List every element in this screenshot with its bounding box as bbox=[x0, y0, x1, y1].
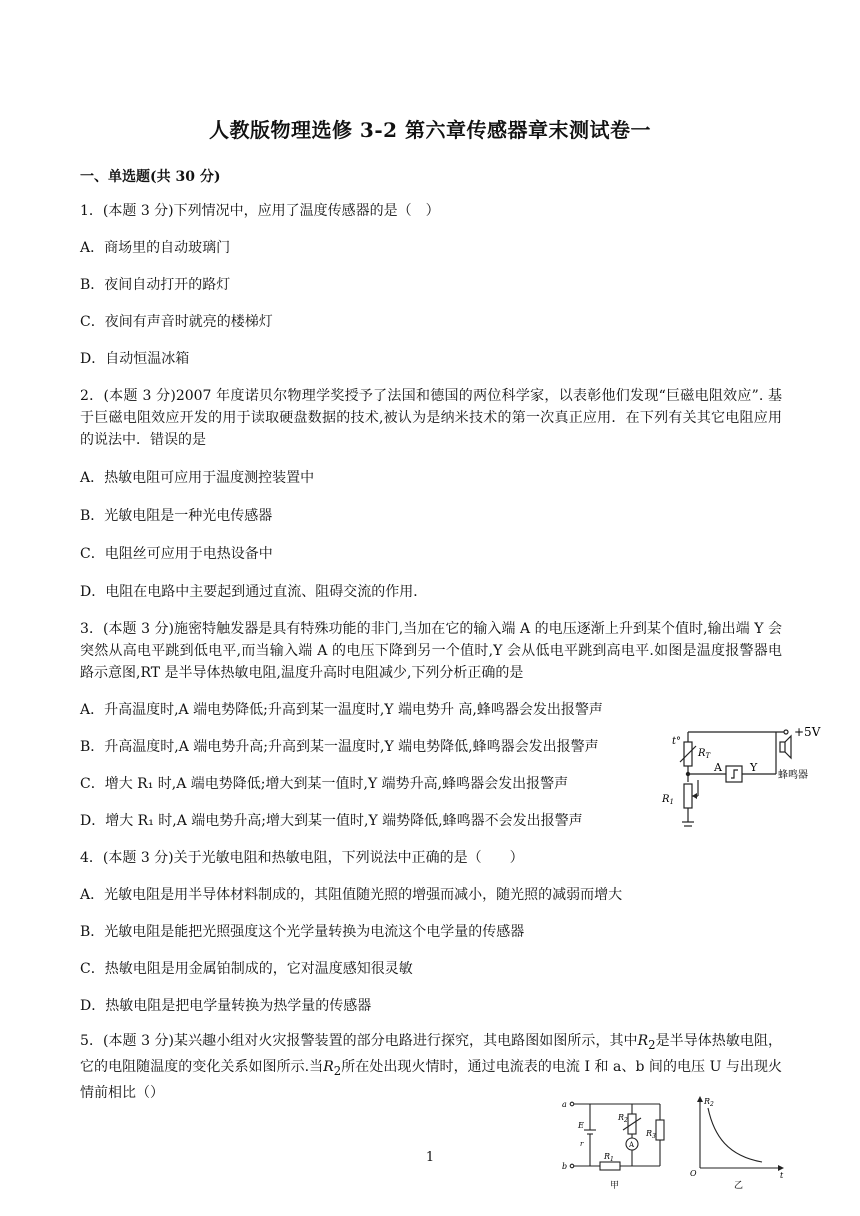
terminal-a-label: a bbox=[562, 1100, 567, 1109]
question-4-option-d: D．热敏电阻是把电学量转换为热学量的传感器 bbox=[80, 998, 372, 1014]
rt-label: $R_T$ bbox=[698, 748, 711, 760]
internal-resistance-label: r bbox=[580, 1140, 584, 1148]
temperature-alarm-circuit-figure bbox=[660, 722, 830, 834]
question-3-option-a: A．升高温度时,A 端电势降低;升高到某一温度时,Y 端电势升 高,蜂鸣器会发出报警声 bbox=[80, 702, 603, 718]
question-1-stem: 1．(本题 3 分)下列情况中，应用了温度传感器的是（ ） bbox=[80, 203, 440, 219]
ammeter-label: A bbox=[629, 1141, 635, 1149]
question-1-option-d: D．自动恒温冰箱 bbox=[80, 351, 190, 367]
terminal-b-label: b bbox=[562, 1162, 568, 1171]
buzzer-label: 蜂鸣器 bbox=[778, 770, 808, 781]
question-1-option-c: C．夜间有声音时就亮的楼梯灯 bbox=[80, 314, 273, 330]
supply-voltage-label: +5V bbox=[794, 725, 821, 739]
question-3-option-b: B．升高温度时,A 端电势升高;升高到某一温度时,Y 端电势降低,蜂鸣器会发出报警声 bbox=[80, 739, 599, 755]
question-5-stem: 5．(本题 3 分)某兴趣小组对火灾报警装置的部分电路进行探究，其电路图如图所示，其中$R_2$是半导体热敏电阻，它的电阻随温度的变化关系如图所示.当$R_2$所在处出现火情时，通过电流表的电流 I 和 a、b 间的电压 U 与出现火情前相比（） bbox=[80, 1033, 783, 1101]
emf-label: E bbox=[578, 1121, 584, 1130]
question-1-option-a: A．商场里的自动玻璃门 bbox=[80, 240, 231, 256]
page-number: 1 bbox=[425, 1150, 435, 1165]
question-3-stem: 3．(本题 3 分)施密特触发器是具有特殊功能的非门,当加在它的输入端 A 的电压逐渐上升到某个值时,输出端 Y 会突然从高电平跳到低电平,而当输入端 A 的电压下降到另一个值时,Y 会从低电平跳到高电平.如图是温度报警器电路示意图,RT 是半导体热敏电阻,温度升高时电阻减少,下列分析正确的是 bbox=[80, 621, 782, 681]
node-y-label: Y bbox=[750, 761, 758, 774]
question-4-option-b: B．光敏电阻是能把光照强度这个光学量转换为电流这个电学量的传感器 bbox=[80, 924, 525, 940]
question-1-option-b: B．夜间自动打开的路灯 bbox=[80, 277, 231, 293]
question-2-stem: 2．(本题 3 分)2007 年度诺贝尔物理学奖授予了法国和德国的两位科学家，以表彰他们发现“巨磁电阻效应”. 基于巨磁电阻效应开发的用于读取硬盘数据的技术,被认为是纳米技术的第一次真正应用．在下列有关其它电阻应用的说法中．错误的是 bbox=[80, 388, 782, 448]
temperature-mark-label: t° bbox=[672, 736, 682, 747]
question-4-stem: 4．(本题 3 分)关于光敏电阻和热敏电阻，下列说法中正确的是（ ） bbox=[80, 850, 524, 866]
question-2-option-a: A．热敏电阻可应用于温度测控装置中 bbox=[80, 470, 315, 486]
graph-origin-label: O bbox=[690, 1169, 697, 1178]
r2-symbol: R bbox=[637, 1033, 649, 1049]
question-2-option-b: B．光敏电阻是一种光电传感器 bbox=[80, 508, 273, 524]
question-4-option-a: A．光敏电阻是用半导体材料制成的，其阻值随光照的增强而减小，随光照的减弱而增大 bbox=[80, 887, 623, 903]
r3-label: $R_3$ bbox=[646, 1129, 656, 1140]
r2-symbol-2: R bbox=[323, 1058, 334, 1075]
r2-label: $R_2$ bbox=[618, 1113, 628, 1124]
r1-label: $R_1$ bbox=[662, 794, 674, 806]
question-2-option-d: D．电阻在电路中主要起到通过直流、阻碍交流的作用． bbox=[80, 584, 428, 600]
r1-label: $R_1$ bbox=[604, 1152, 614, 1163]
graph-t-label: t bbox=[780, 1171, 784, 1180]
question-3-option-c: C．增大 R₁ 时,A 端电势降低;增大到某一值时,Y 端势升高,蜂鸣器会发出报警声 bbox=[80, 776, 569, 792]
node-a-label: A bbox=[714, 761, 722, 774]
figure-yi-caption: 乙 bbox=[734, 1181, 744, 1191]
graph-y-label: $R_2$ bbox=[704, 1097, 714, 1108]
question-2-option-c: C．电阻丝可应用于电热设备中 bbox=[80, 546, 273, 562]
question-3-option-d: D．增大 R₁ 时,A 端电势升高;增大到某一值时,Y 端势降低,蜂鸣器不会发出报警声 bbox=[80, 813, 583, 829]
section-heading: 一、单选题(共 30 分) bbox=[80, 169, 221, 185]
document-title: 人教版物理选修 3-2 第六章传感器章末测试卷一 bbox=[208, 118, 652, 142]
question-4-option-c: C．热敏电阻是用金属铂制成的，它对温度感知很灵敏 bbox=[80, 961, 413, 977]
figure-jia-caption: 甲 bbox=[610, 1181, 620, 1191]
